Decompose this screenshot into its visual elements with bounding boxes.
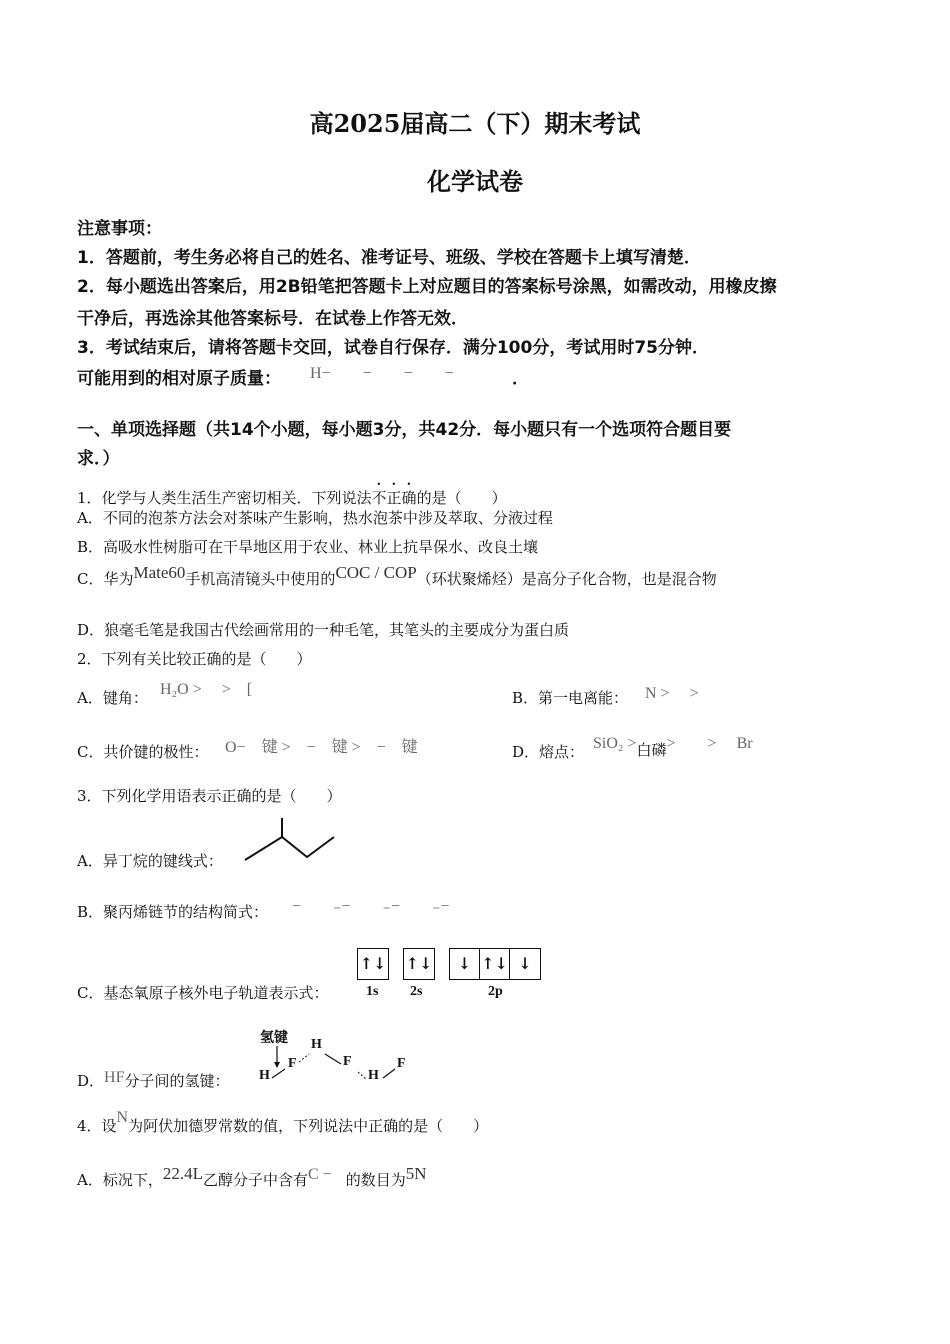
text: D． — [77, 1072, 105, 1090]
option-a — [77, 1164, 427, 1191]
text: 乙醇分子中含有 — [202, 1171, 308, 1189]
formula — [593, 733, 753, 759]
option-a: A．不同的泡茶方法会对茶味产生影响，热水泡茶中涉及萃取、分液过程 — [77, 509, 553, 527]
option-d: D．狼毫毛笔是我国古代绘画常用的一种毛笔，其笔头的主要成分为蛋白质 — [77, 621, 570, 639]
atomic-mass-label: 可能用到的相对原子质量： — [77, 369, 281, 389]
stem-text: 1．化学与人类生活生产密切相关．下列说法 — [77, 489, 372, 507]
exam-title: 高2025届高二（下）期末考试 — [309, 109, 641, 138]
section-heading-cont: 求．） — [77, 449, 120, 469]
formula: N > > — [645, 685, 699, 702]
hydrogen-bond-label: 氢键 — [260, 1030, 288, 1046]
formula: N — [116, 1109, 129, 1126]
orbital-cell: ↓ — [450, 949, 480, 979]
atomic-mass-formula: H− − − − — [310, 365, 454, 382]
formula: HF — [104, 1069, 125, 1086]
atom-h: H — [311, 1037, 322, 1052]
formula: O− 键 > − 键 > − 键 — [225, 739, 418, 756]
atom-h: H — [368, 1068, 379, 1083]
atom-f: F — [343, 1054, 352, 1069]
text: C．华为 — [77, 570, 134, 588]
orbital-cell: ↑↓ — [359, 954, 387, 973]
text: 的数目为 — [345, 1171, 406, 1189]
orbital-cell: ↑↓ — [480, 949, 510, 979]
formula-part: SiO₂ > — [593, 735, 637, 752]
option-c: C．共价键的极性： — [77, 743, 209, 761]
orbital-1s — [357, 948, 389, 980]
exam-subtitle: 化学试卷 — [427, 167, 523, 196]
formula: 5N — [405, 1164, 427, 1183]
orbital-label: 2s — [410, 984, 423, 999]
formula: H₂O > > [ — [160, 681, 253, 698]
text: 为阿伏加德罗常数的值，下列说法中正确的是（ ） — [128, 1117, 489, 1135]
option-a: A．异丁烷的键线式： — [77, 852, 223, 870]
question-3-stem: 3．下列化学用语表示正确的是（ ） — [77, 787, 342, 805]
period: ． — [512, 369, 529, 389]
option-b: B．第一电离能： — [512, 689, 629, 707]
stem-text: 的是（ ） — [416, 489, 507, 507]
question-1-stem — [77, 480, 507, 508]
orbital-2s — [403, 948, 435, 980]
option-c: C．基态氧原子核外电子轨道表示式： — [77, 984, 329, 1002]
notice-item: 3．考试结束后，请将答题卡交回，试卷自行保存．满分100分，考试用时75分钟． — [77, 338, 709, 358]
question-4-stem — [77, 1109, 489, 1137]
option-d — [77, 1071, 230, 1092]
orbital-cell: ↓ — [518, 954, 532, 973]
isobutane-skeletal-formula — [240, 815, 340, 865]
white-phosphorus: 白磷 — [636, 741, 667, 759]
formula: C − — [308, 1166, 332, 1183]
option-a: A．键角： — [77, 689, 148, 707]
text: 分子间的氢键： — [124, 1072, 230, 1090]
formula: − ₋− ₋− ₋− — [292, 898, 450, 915]
option-b: B．聚丙烯链节的结构简式： — [77, 903, 269, 921]
atom-h: H — [259, 1068, 270, 1083]
atom-f: F — [397, 1056, 406, 1071]
orbital-label: 2p — [488, 984, 503, 999]
notice-item: 2．每小题选出答案后，用2B铅笔把答题卡上对应题目的答案标号涂黑，如需改动，用橡皮擦 — [77, 277, 777, 297]
formula: 22.4L — [162, 1164, 203, 1183]
text: A．标况下， — [77, 1171, 163, 1189]
text: （环状聚烯烃）是高分子化合物，也是混合物 — [416, 570, 717, 588]
notice-heading: 注意事项： — [77, 219, 162, 239]
atom-f: F — [288, 1056, 297, 1071]
option-c — [77, 563, 717, 589]
text: 4．设 — [77, 1117, 117, 1135]
text: 手机高清镜头中使用的 — [185, 570, 336, 588]
orbital-2p — [449, 948, 541, 980]
notice-item: 1．答题前，考生务必将自己的姓名、准考证号、班级、学校在答题卡上填写清楚． — [77, 248, 701, 268]
orbital-cell: ↑↓ — [405, 954, 433, 973]
hf-hydrogen-bond-diagram — [255, 1044, 415, 1089]
option-d: D．熔点： — [512, 743, 585, 761]
emphasis-text: 不正确 — [371, 489, 417, 507]
option-b: B．高吸水性树脂可在干旱地区用于农业、林业上抗旱保水、改良土壤 — [77, 538, 539, 556]
section-heading: 一、单项选择题（共14个小题，每小题3分，共42分．每小题只有一个选项符合题目要 — [77, 420, 732, 440]
formula: Mate60 — [133, 563, 186, 582]
notice-item: 干净后，再选涂其他答案标号．在试卷上作答无效． — [77, 309, 468, 329]
formula: COC / COP — [335, 563, 417, 582]
orbital-label: 1s — [366, 984, 379, 999]
formula-part: > > Br — [666, 735, 753, 752]
question-2-stem: 2．下列有关比较正确的是（ ） — [77, 650, 312, 668]
